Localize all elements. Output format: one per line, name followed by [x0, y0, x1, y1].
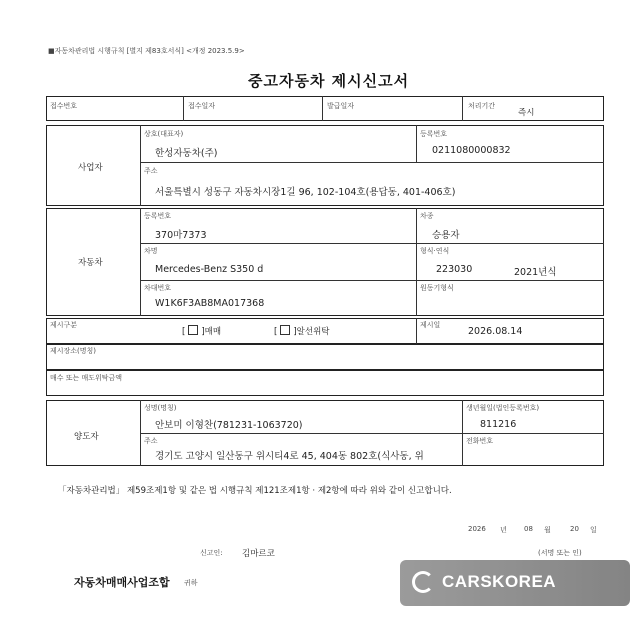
vehicle-section [46, 208, 604, 316]
vehicle-section-label: 자동차 [78, 258, 103, 268]
vehicle-type-label: 차종 [420, 212, 434, 220]
dealer-name-value: 한성자동차(주) [155, 148, 218, 159]
vehicle-model-code: 223030 [436, 264, 473, 275]
dealer-address-label: 주소 [144, 167, 158, 175]
processing-label: 처리기간 [468, 102, 496, 110]
form-title: 중고자동차 제시신고서 [248, 72, 410, 90]
reporter-name: 김마르코 [242, 549, 275, 559]
transferor-birth-label: 생년월일(법인등록번호) [466, 404, 540, 412]
date-month-unit: 월 [544, 526, 551, 534]
recipient-name: 자동차매매사업조합 [74, 576, 170, 589]
sale-checkbox[interactable] [188, 325, 198, 335]
vehicle-name-label: 차명 [144, 247, 158, 255]
vehicle-model-label: 형식·연식 [420, 247, 450, 255]
vehicle-vin-value: W1K6F3AB8MA017368 [155, 298, 265, 309]
date-day: 20 [570, 525, 579, 533]
vehicle-vin-label: 차대번호 [144, 284, 172, 292]
dealer-address-value: 서울특별시 성동구 자동차시장1길 96, 102-104호(용답동, 401-406호) [155, 187, 456, 198]
date-year-unit: 년 [500, 526, 507, 534]
vehicle-model-year: 2021년식 [514, 267, 557, 278]
date-year: 2026 [468, 525, 486, 533]
transferor-name-value: 안보미 이형찬(781231-1063720) [155, 420, 303, 431]
dealer-section-label: 사업자 [78, 163, 103, 173]
issue-date-label: 발급일자 [327, 102, 355, 110]
statement-text: 「자동차관리법」 제59조제1항 및 같은 법 시행규칙 제121조제1항 · 제2항에 따라 위와 같이 신고합니다. [58, 486, 452, 496]
option-sale[interactable]: [ ]매매 [182, 327, 222, 337]
vehicle-name-value: Mercedes-Benz S350 d [155, 264, 264, 275]
dealer-reg-label: 등록번호 [420, 130, 448, 138]
price-label: 매수 또는 매도위탁금액 [50, 374, 123, 382]
presentation-place-label: 제시장소(명칭) [50, 347, 97, 355]
recipient-suffix: 귀하 [184, 579, 198, 587]
brokerage-checkbox[interactable] [280, 325, 290, 335]
presentation-date-value: 2026.08.14 [468, 326, 523, 337]
dealer-name-label: 상호(대표자) [144, 130, 184, 138]
vehicle-type-value: 승용자 [432, 230, 460, 241]
transferor-address-label: 주소 [144, 437, 158, 445]
reporter-label: 신고인: [200, 549, 223, 557]
form-reference: ■자동차관리법 시행규칙 [별지 제83호서식] <개정 2023.5.9> [48, 47, 245, 55]
presentation-date-label: 제시일 [420, 321, 441, 329]
transferor-name-label: 성명(명칭) [144, 404, 177, 412]
transferor-address-value: 경기도 고양시 일산동구 위시티4로 45, 404동 802호(식사동, 위 [155, 451, 424, 462]
option-sale-label: 매매 [204, 327, 222, 337]
transferor-birth-value: 811216 [480, 419, 517, 430]
date-month: 08 [524, 525, 533, 533]
presentation-type-label: 제시구분 [50, 321, 78, 329]
transferor-phone-label: 전화번호 [466, 437, 494, 445]
price-row [46, 370, 604, 396]
option-brokerage[interactable]: [ ]알선위탁 [274, 327, 330, 337]
option-brokerage-label: 알선위탁 [296, 327, 330, 337]
vehicle-engine-label: 원동기형식 [420, 284, 454, 292]
receipt-date-label: 접수일자 [188, 102, 216, 110]
watermark-logo [400, 560, 630, 606]
date-day-unit: 일 [590, 526, 597, 534]
receipt-no-label: 접수번호 [50, 102, 78, 110]
presentation-place-row [46, 344, 604, 370]
dealer-reg-value: 0211080000832 [432, 145, 511, 156]
processing-value: 즉시 [518, 108, 535, 118]
vehicle-reg-label: 등록번호 [144, 212, 172, 220]
logo-icon [412, 571, 434, 593]
transferor-section-label: 양도자 [74, 432, 99, 442]
signature-label: (서명 또는 인) [538, 549, 582, 557]
vehicle-reg-value: 370마7373 [155, 230, 207, 241]
watermark-text: CARSKOREA [442, 572, 557, 591]
